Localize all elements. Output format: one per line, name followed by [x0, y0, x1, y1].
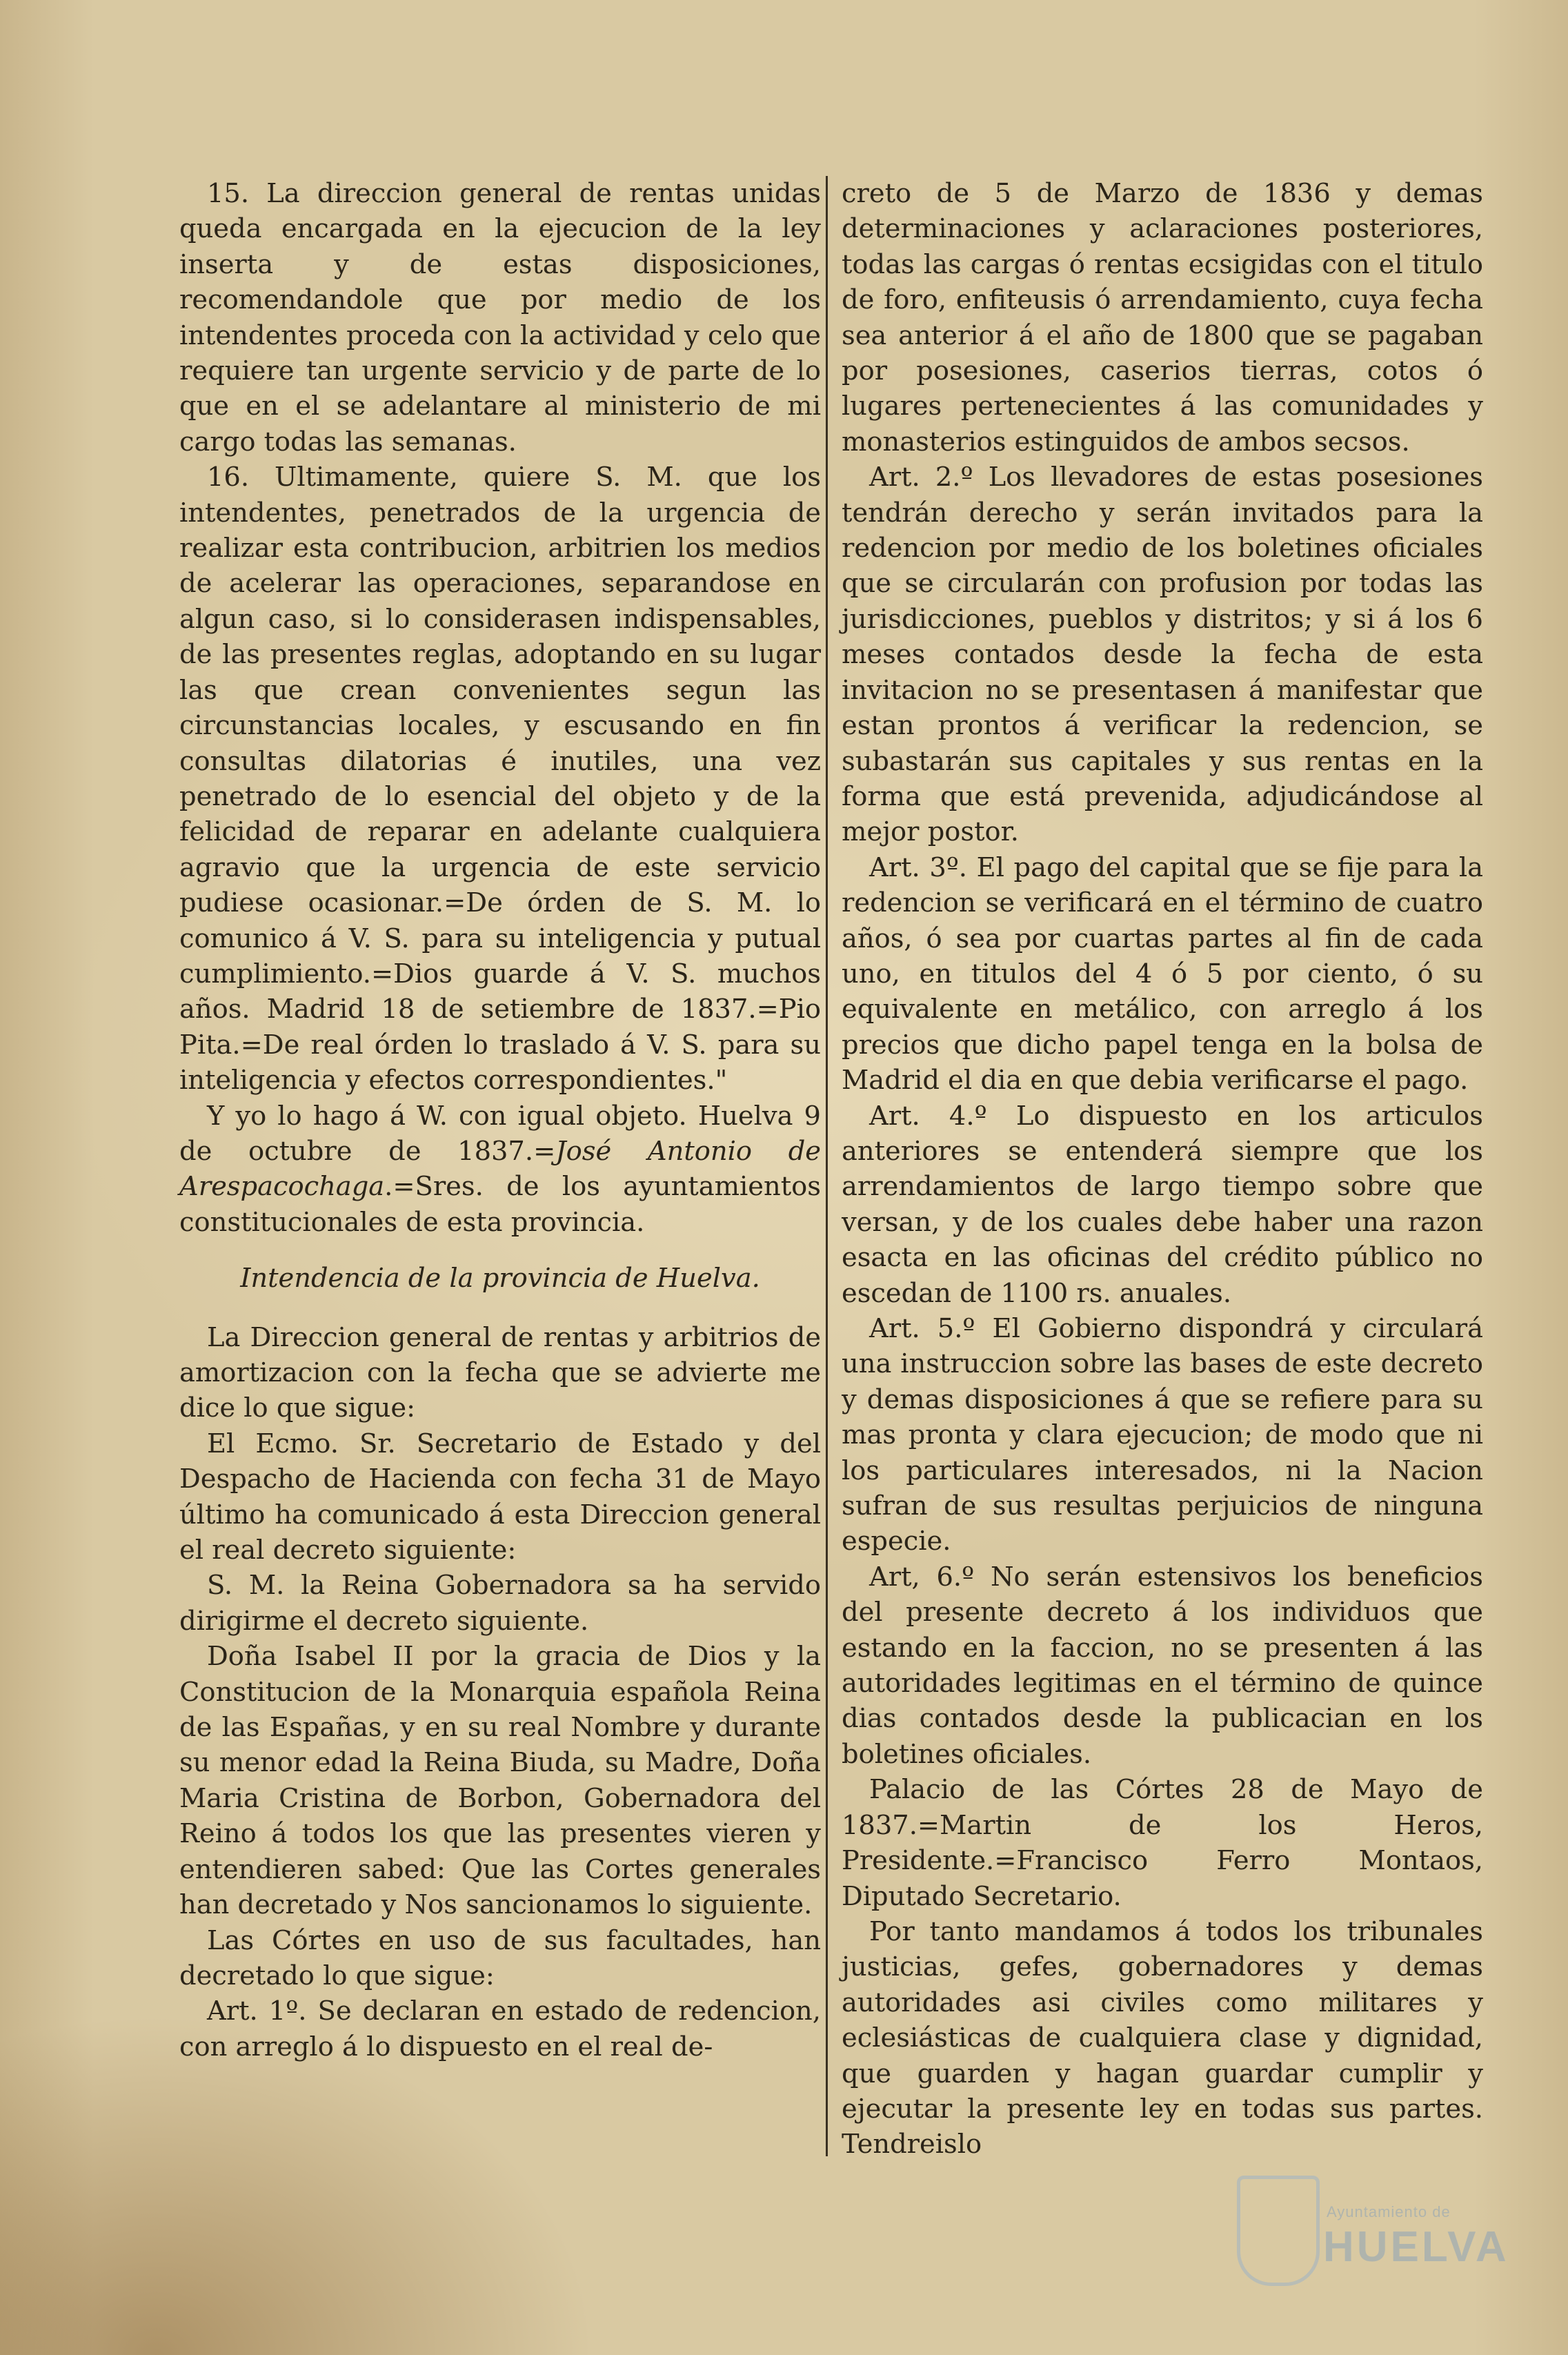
signature-name: José Antonio de Arespacochaga [179, 1135, 821, 1203]
watermark-line1: Ayuntamiento de [1327, 2203, 1451, 2220]
left-column [179, 176, 821, 2065]
paragraph-palacio: Palacio de las Córtes 28 de Mayo de 1837.=Martin de los Heros, Presidente.=Francisco Ferro Montaos, Diputado Secretario. [842, 1774, 1483, 1912]
paragraph-secretario: El Ecmo. Sr. Secretario de Estado y del Despacho de Hacienda con fecha 31 de Mayo último ha comunicado á esta Direccion general el real decreto siguiente: [179, 1428, 821, 1566]
paragraph-cortes: Las Córtes en uso de sus facultades, han decretado lo que sigue: [179, 1924, 821, 1991]
right-column [842, 176, 1483, 2162]
paragraph-huelva-transfer [179, 1098, 821, 1241]
paragraph-art-2: Art. 2.º Los llevadores de estas posesiones tendrán derecho y serán invitados para la redencion por medio de los boletines oficiales que se circularán con profusion por todas las jurisdicciones, pueblos y distritos; y si á los 6 meses contados desde la fecha de esta invitacion no se presentasen á manifestar que estan prontos á verificar la redencion, se subastarán sus capitales y sus rentas en la forma que está prevenida, adjudicándose al mejor postor. [842, 462, 1483, 848]
paragraph-art-5: Art. 5.º El Gobierno dispondrá y circulará una instruccion sobre las bases de este decreto y demas disposiciones á que se refiere para su mas pronta y clara ejecucion; de modo que ni los particulares interesados, ni la Nacion sufran de sus resultas perjuicios de ninguna especie. [842, 1313, 1483, 1557]
paragraph-isabel: Doña Isabel II por la gracia de Dios y la Constitucion de la Monarquia española Reina de las Españas, y en su real Nombre y durante su menor edad la Reina Biuda, su Madre, Doña Maria Cristina de Borbon, Gobernadora del Reino á todos los que las presentes vieren y entendieren sabed: Que las Cortes generales han decretado y Nos sancionamos lo siguiente. [179, 1641, 821, 1921]
document-page [172, 176, 1497, 2160]
paragraph-por-tanto: Por tanto mandamos á todos los tribunales justicias, gefes, gobernadores y demas autoridades asi civiles como militares y eclesiásticas de cualquiera clase y dignidad, que guarden y hagan guardar cumplir y ejecutar la presente ley en todas sus partes. Tendreislo [842, 1915, 1483, 2160]
paragraph-15: 15. La direccion general de rentas unidas queda encargada en la ejecucion de la ley inserta y de estas disposiciones, recomendandole que por medio de los intendentes proceda con la actividad y celo que requiere tan urgente servicio y de parte de lo que en el se adelantare al ministerio de mi cargo todas las semanas. [179, 178, 821, 457]
paragraph-art-6: Art, 6.º No serán estensivos los beneficios del presente decreto á los individuos que estando en la faccion, no se presenten á las autoridades legitimas en el término de quince dias contados desde la publicacian en los boletines oficiales. [842, 1561, 1483, 1770]
paragraph-art-3: Art. 3º. El pago del capital que se fije para la redencion se verificará en el término de cuatro años, ó sea por cuartas partes al fin de cada uno, en titulos del 4 ó 5 por ciento, ó su equivalente en metálico, con arreglo á los precios que dicho papel tenga en la bolsa de Madrid el dia en que debia verificarse el pago. [842, 851, 1483, 1096]
paragraph-reina: S. M. la Reina Gobernadora sa ha servido dirigirme el decreto siguiente. [179, 1570, 821, 1637]
city-shield-icon [1237, 2176, 1320, 2286]
paragraph-art-1-cont: creto de 5 de Marzo de 1836 y demas determinaciones y aclaraciones posteriores, todas las cargas ó rentas ecsigidas con el titulo de foro, enfiteusis ó arrendamiento, cuya fecha sea anterior á el año de 1800 que se pagaban por posesiones, caserios tierras, cotos ó lugares pertenecientes á las comunidades y monasterios estinguidos de ambos secsos. [842, 178, 1483, 457]
paragraph-art-1: Art. 1º. Se declaran en estado de redencion, con arreglo á lo dispuesto en el real de- [179, 1996, 821, 2062]
paragraph-16: 16. Ultimamente, quiere S. M. que los intendentes, penetrados de la urgencia de realizar esta contribucion, arbitrien los medios de acelerar las operaciones, separandose en algun caso, si lo considerasen indispensables, de las presentes reglas, adoptando en su lugar las que crean convenientes segun las circunstancias locales, y escusando en fin consultas dilatorias é inutiles, una vez penetrado de lo esencial del objeto y de la felicidad de reparar en adelante cualquiera agravio que la urgencia de este servicio pudiese ocasionar.=De órden de S. M. lo comunico á V. S. para su inteligencia y putual cumplimiento.=Dios guarde á V. S. muchos años. Madrid 18 de setiembre de 1837.=Pio Pita.=De real órden lo traslado á V. S. para su inteligencia y efectos correspondientes." [179, 462, 821, 1096]
watermark-line2: HUELVA [1323, 2223, 1509, 2271]
watermark-logo [1237, 2162, 1527, 2327]
column-rule [826, 176, 828, 2156]
transfer-text: Y yo lo hago á W. con igual objeto. Huelva 9 de octubre de 1837.= [179, 1100, 821, 1167]
paragraph-direccion: La Direccion general de rentas y arbitrios de amortizacion con la fecha que se advierte me dice lo que sigue: [179, 1321, 821, 1424]
paragraph-art-4: Art. 4.º Lo dispuesto en los articulos anteriores se entenderá siempre que los arrendamientos de largo tiempo sobre que versan, y de los cuales debe haber una razon esacta en las oficinas del crédito público no escedan de 1100 rs. anuales. [842, 1100, 1483, 1309]
section-title: Intendencia de la provincia de Huelva. [240, 1263, 760, 1294]
transfer-tail: .=Sres. de los ayuntamientos constitucionales de esta provincia. [179, 1171, 821, 1238]
